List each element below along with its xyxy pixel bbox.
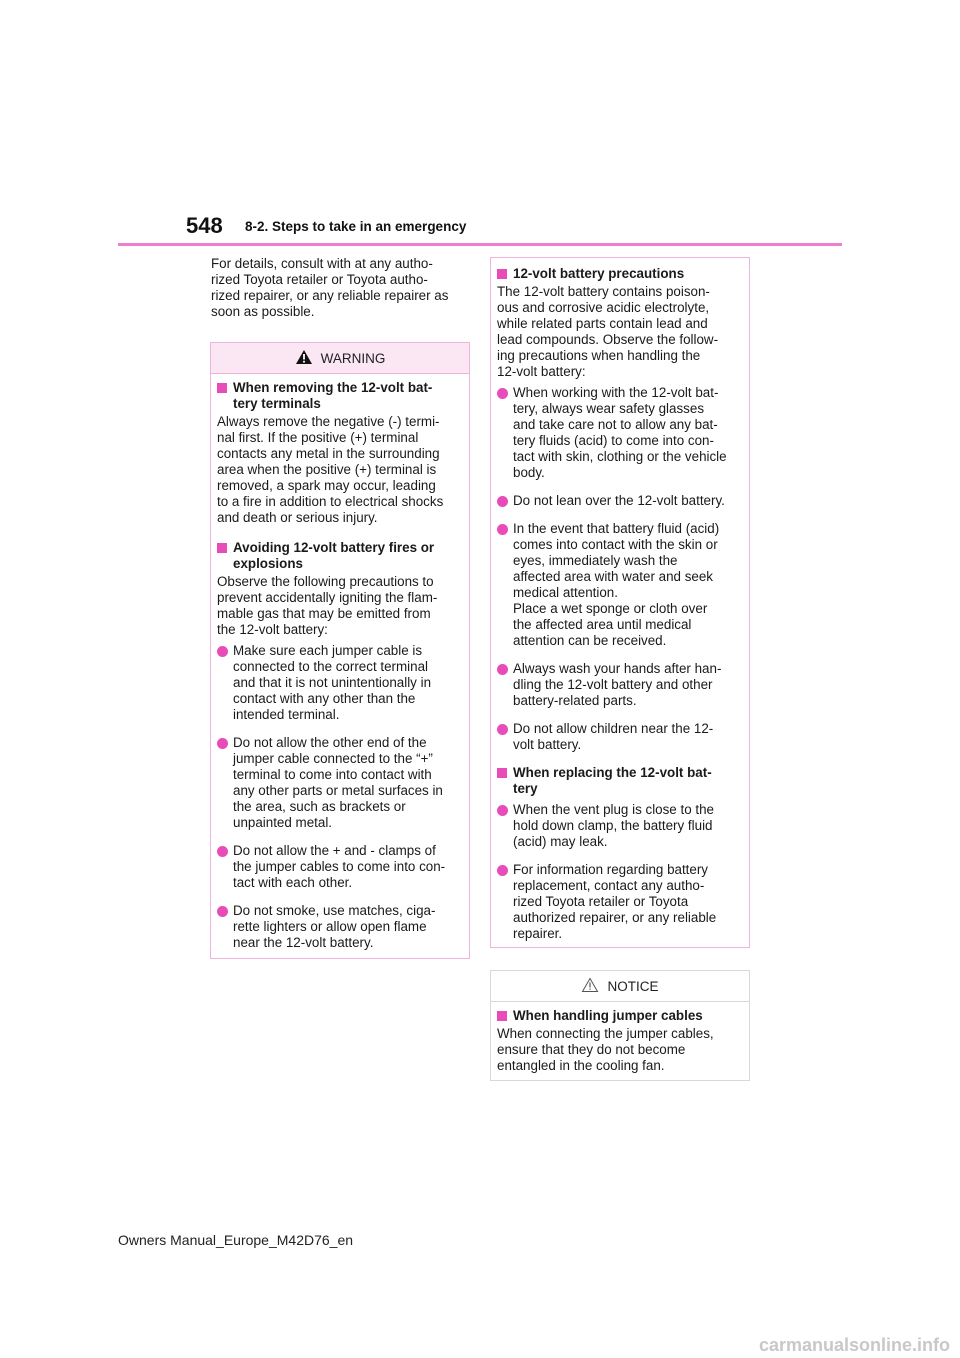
square-bullet-icon (217, 543, 227, 553)
precautions-heading: 12-volt battery precautions (497, 266, 743, 282)
replacing-heading: When replacing the 12-volt bat- tery (497, 765, 743, 797)
round-bullet-icon (217, 906, 228, 917)
footer-manual-id: Owners Manual_Europe_M42D76_en (118, 1232, 354, 1248)
notice-paragraph: When connecting the jumper cables, ensure that they do not become entangled in the cooling fan. (497, 1026, 714, 1073)
precaution-bullet: Always wash your hands after han- dling the 12-volt battery and other battery-related parts. (497, 661, 743, 709)
notice-title: NOTICE (607, 978, 659, 994)
intro-paragraph: For details, consult with at any autho- rized Toyota retailer or Toyota autho- rized repairer, or any reliable repairer as soon as possible. (211, 256, 449, 319)
notice-header (491, 971, 749, 1002)
warning-paragraph: Always remove the negative (-) termi- nal first. If the positive (+) terminal contacts any metal in the surrounding area when the positive (+) terminal is removed, a spark may occur, leading to a fire in addition to electrical shocks and death or serious injury. (217, 414, 444, 525)
round-bullet-icon (217, 646, 228, 657)
watermark: carmanualsonline.info (758, 1335, 950, 1355)
battery-precautions-box (490, 257, 750, 948)
precaution-bullet: Do not allow children near the 12- volt battery. (497, 721, 743, 753)
square-bullet-icon (217, 383, 227, 393)
precaution-bullet: In the event that battery fluid (acid) comes into contact with the skin or eyes, immediately wash the affected area with water and seek medical attention. Place a wet sponge or cloth over the affected area until medical attention can be received. (497, 521, 743, 649)
page-number: 548 (186, 213, 223, 238)
header-divider (118, 243, 842, 246)
warning-header (211, 343, 469, 374)
warning-box (210, 342, 470, 959)
warning-bullet: Do not allow the other end of the jumper cable connected to the “+” terminal to come into contact with any other parts or metal surfaces in the area, such as brackets or unpainted metal. (217, 735, 463, 831)
square-bullet-icon (497, 269, 507, 279)
notice-triangle-icon (581, 977, 599, 996)
square-bullet-icon (497, 1011, 507, 1021)
round-bullet-icon (497, 805, 508, 816)
round-bullet-icon (497, 388, 508, 399)
square-bullet-icon (497, 768, 507, 778)
section-title: 8-2. Steps to take in an emergency (245, 219, 467, 234)
left-column (210, 256, 470, 959)
right-column (490, 257, 750, 1081)
warning-bullet: Make sure each jumper cable is connected to the correct terminal and that it is not unintentionally in contact with any other than the intended terminal. (217, 643, 463, 723)
precautions-paragraph: The 12-volt battery contains poison- ous and corrosive acidic electrolyte, while related parts contain lead and lead compounds. Observe the follow- ing precautions when handling the 12-volt battery: (497, 284, 719, 379)
precaution-bullet: Do not lean over the 12-volt battery. (497, 493, 743, 509)
warning-paragraph: Observe the following precautions to prevent accidentally igniting the flam- mable gas that may be emitted from the 12-volt battery: (217, 574, 438, 637)
warning-subheading: Avoiding 12-volt battery fires or explosions (217, 540, 463, 572)
precaution-bullet: When working with the 12-volt bat- tery, always wear safety glasses and take care not to allow any bat- tery fluids (acid) to come into con- tact with skin, clothing or the vehicle body. (497, 385, 743, 481)
warning-bullet: Do not allow the + and - clamps of the jumper cables to come into con- tact with each other. (217, 843, 463, 891)
round-bullet-icon (497, 496, 508, 507)
round-bullet-icon (217, 738, 228, 749)
warning-subheading: When removing the 12-volt bat- tery terminals (217, 380, 463, 412)
warning-triangle-icon (295, 349, 313, 368)
notice-box (490, 970, 750, 1081)
round-bullet-icon (497, 664, 508, 675)
replacing-bullet: When the vent plug is close to the hold down clamp, the battery fluid (acid) may leak. (497, 802, 743, 850)
round-bullet-icon (497, 524, 508, 535)
round-bullet-icon (497, 865, 508, 876)
warning-title: WARNING (320, 350, 386, 366)
round-bullet-icon (497, 724, 508, 735)
replacing-bullet: For information regarding battery replacement, contact any autho- rized Toyota retailer or Toyota authorized repairer, or any reliable repairer. (497, 862, 743, 942)
warning-bullet: Do not smoke, use matches, ciga- rette lighters or allow open flame near the 12-volt battery. (217, 903, 463, 951)
notice-heading: When handling jumper cables (497, 1008, 743, 1024)
round-bullet-icon (217, 846, 228, 857)
